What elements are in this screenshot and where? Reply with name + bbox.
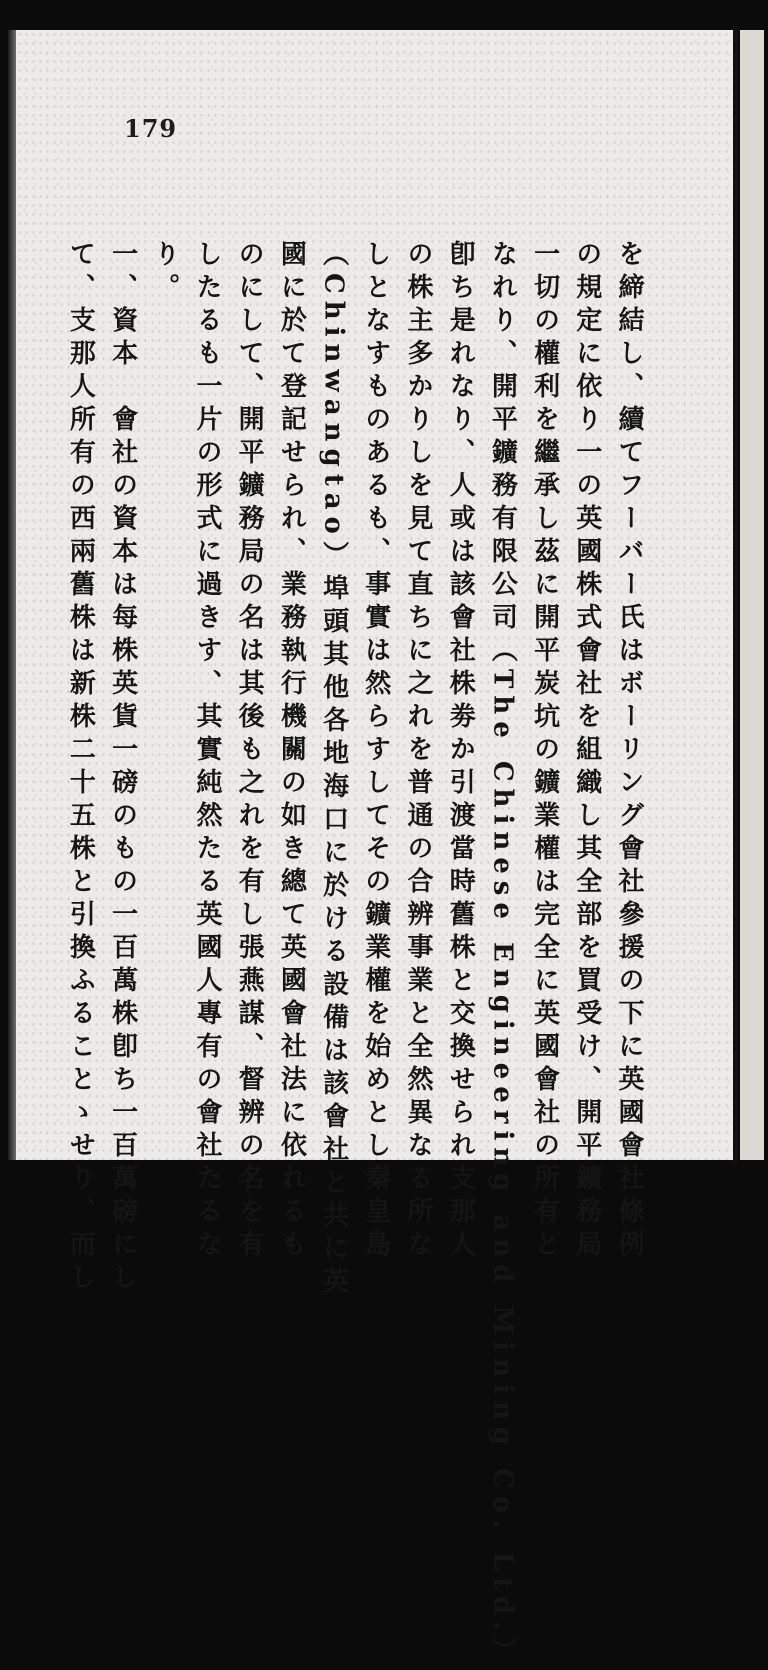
facing-page-margin bbox=[740, 30, 764, 1160]
text-column: て、支那人所有の西兩舊株は新株二十五株と引換ふることゝせり、而し bbox=[65, 240, 96, 1296]
text-column: しとなすものあるも、事實は然らすしてその鑛業權を始めとし秦皇島 bbox=[360, 240, 391, 1263]
text-column: なれり、開平鑛務有限公司（The Chinese Engineering and Mining Co. Ltd.） bbox=[487, 240, 518, 1670]
text-column: したるも一片の形式に過きす、其實純然たる英國人專有の會社たるな bbox=[191, 240, 222, 1263]
page-number: 179 bbox=[124, 114, 178, 143]
text-column: り。 bbox=[149, 240, 180, 306]
text-column: （Chinwangtao）埠頭其他各地海口に於ける設備は該會社と共に英 bbox=[318, 240, 349, 1300]
text-column: のにして、開平鑛務局の名は其後も之れを有し張燕謀、督辨の名を有 bbox=[234, 240, 265, 1263]
vertical-text-body bbox=[65, 240, 650, 1670]
text-column: 一、資本 會社の資本は每株英貨一磅のもの一百萬株卽ち一百萬磅にし bbox=[107, 240, 138, 1296]
text-column: の株主多かりしを見て直ちに之れを普通の合辨事業と全然異なる所な bbox=[402, 240, 433, 1263]
text-column: 卽ち是れなり、人或は該會社株劵か引渡當時舊株と交換せられ支那人 bbox=[445, 240, 476, 1263]
text-column: を締結し、續てフーバー氏はボーリング會社參援の下に英國會社條例 bbox=[614, 240, 644, 1263]
text-column: 國に於て登記せられ、業務執行機關の如き總て英國會社法に依れるも bbox=[276, 240, 307, 1263]
binding-line bbox=[733, 26, 738, 1162]
page-left-edge bbox=[8, 30, 16, 1160]
text-column: の規定に依り一の英國株式會社を組織し其全部を買受け、開平鑛務局 bbox=[571, 240, 602, 1263]
text-column: 一切の權利を繼承し茲に開平炭坑の鑛業權は完全に英國會社の所有と bbox=[529, 240, 560, 1263]
